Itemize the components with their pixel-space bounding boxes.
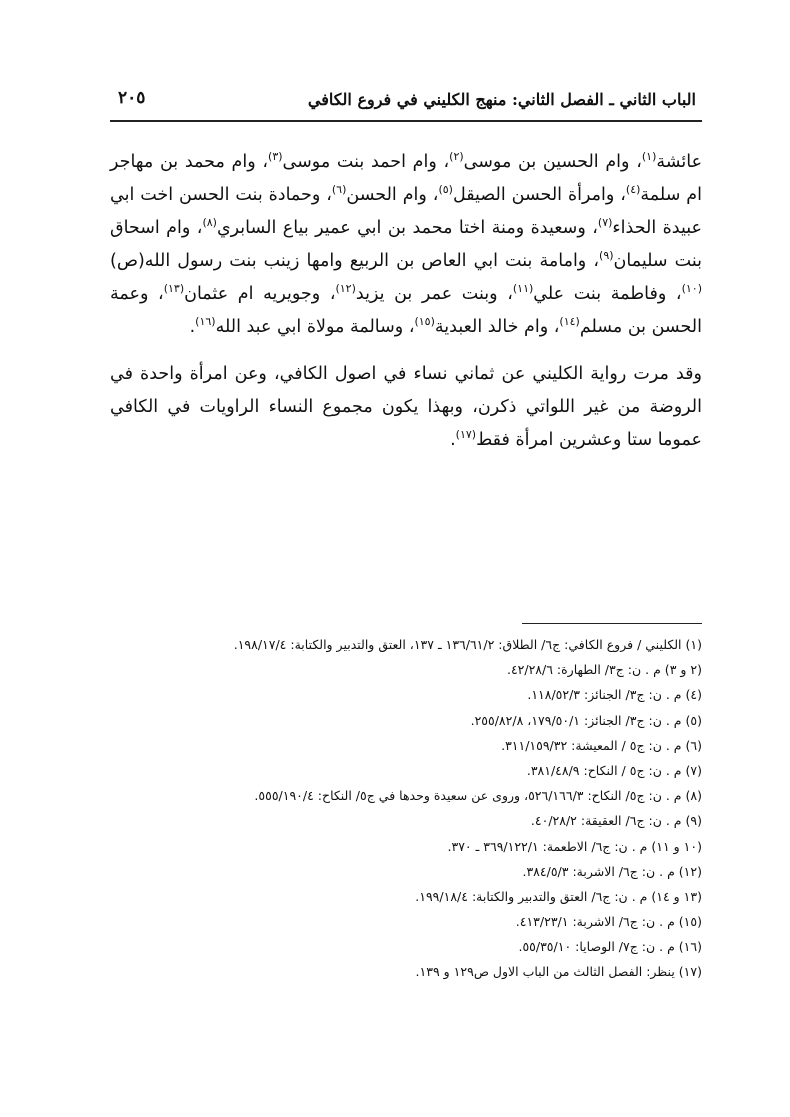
footnote: (١٢) م . ن: ج٦/ الاشربة: ٣٨٤/٥/٣. <box>522 863 702 879</box>
footnote-ref: (١٢) <box>335 282 356 296</box>
footnote: (٧) م . ن: ج٥ / النكاح: ٣٨١/٤٨/٩. <box>526 762 702 778</box>
text-run: ، وام الحسن <box>346 185 439 205</box>
text-run: ، وام اسحاق بنت سليمان <box>110 218 702 271</box>
footnote-ref: (١٣) <box>163 282 185 296</box>
footnote: (١٦) م . ن: ج٧/ الوصايا: ٥٥/٣٥/١٠. <box>518 939 702 955</box>
footnote: (٥) م . ن: ج٣/ الجنائز: ١٧٩/٥٠/١، ٢٥٥/٨٢/٨. <box>470 712 702 728</box>
footnote: (٢ و ٣) م . ن: ج٣/ الطهارة: ٤٢/٢٨/٦. <box>506 662 702 678</box>
footnote-ref: (١٠) <box>681 282 702 296</box>
text-run: عائشة <box>656 152 703 172</box>
footnote: (٦) م . ن: ج٥ / المعيشة: ٣١١/١٥٩/٣٢. <box>501 737 702 753</box>
footnote: (١٠ و ١١) م . ن: ج٦/ الاطعمة: ٣٦٩/١٢٢/١ ـ ٣٧٠. <box>447 838 702 854</box>
footnote: (١٧) ينظر: الفصل الثالث من الباب الاول ص١٢٩ و ١٣٩. <box>415 964 702 980</box>
page-header <box>110 80 702 122</box>
footnote-ref: (١) <box>641 150 657 164</box>
footnote-ref: (٩) <box>599 249 614 263</box>
text-run: ، وامرأة الحسن الصيقل <box>452 185 626 205</box>
footnote-ref: (١٤) <box>559 315 580 329</box>
footnote: (١٥) م . ن: ج٦/ الاشربة: ٤١٣/٢٣/١. <box>515 914 702 930</box>
footnotes <box>100 632 702 985</box>
footnote-ref: (٣) <box>268 150 283 164</box>
footnote-ref: (١٦) <box>195 315 216 329</box>
text-run: ، وام محمد بن مهاجر ام سلمة <box>110 152 702 205</box>
text-run: ، وامامة بنت ابي العاص بن الربيع وامها زينب بنت رسول الله(ص) <box>110 251 600 271</box>
footnote-ref: (٤) <box>625 183 641 197</box>
footnote-ref: (١٥) <box>414 315 435 329</box>
footnote-ref: (٦) <box>331 183 347 197</box>
footnote: (١) الكليني / فروع الكافي: ج٦/ الطلاق: ١٣٦/٦١/٢ ـ ١٣٧، العتق والتدبير والكتابة: ١٩٨/١٧/٤. <box>233 637 702 652</box>
footnote-ref: (٧) <box>597 216 613 230</box>
footnote: (١٣ و ١٤) م . ن: ج٦/ العتق والتدبير والكتابة: ١٩٩/١٨/٤. <box>415 888 702 904</box>
paragraph-1 <box>110 146 702 344</box>
main-text <box>110 146 702 457</box>
text-run: . <box>450 430 456 450</box>
text-run: ، وجويريه ام عثمان <box>184 284 336 304</box>
text-run: وقد مرت رواية الكليني عن ثماني نساء في اصول الكافي، وعن امرأة واحدة في الروضة من غير اللواتي ذكرن، وبهذا يكون مجموع النساء الراويات في الكافي عموما ستا وعشرين امرأة فقط <box>110 364 702 450</box>
text-run: ، وام خالد العبدية <box>434 317 560 337</box>
footnote-ref: (١١) <box>512 282 534 296</box>
text-run: . <box>189 317 196 337</box>
footnote: (٩) م . ن: ج٦/ العقيقة: ٤٠/٢٨/٢. <box>530 813 702 829</box>
text-run: ، وام الحسين بن موسى <box>463 152 642 172</box>
text-run: ، وفاطمة بنت علي <box>533 284 682 304</box>
text-run: ، وحمادة بنت الحسن اخت ابي عبيدة الحذاء <box>110 185 702 238</box>
text-run: ، وسالمة مولاة ابي عبد الله <box>215 317 415 337</box>
page-number: ٢٠٥ <box>118 88 146 108</box>
paragraph-2 <box>110 358 702 457</box>
footnote: (٤) م . ن: ج٣/ الجنائز: ١١٨/٥٢/٣. <box>527 687 702 703</box>
footnote-ref: (١٧) <box>455 428 477 442</box>
text-run: ، وام احمد بنت موسى <box>282 152 450 172</box>
footnote-ref: (٥) <box>438 183 453 197</box>
footnote-ref: (٨) <box>202 216 217 230</box>
footnote-ref: (٢) <box>449 150 464 164</box>
text-run: ، وبنت عمر بن يزيد <box>355 284 513 304</box>
footnote-separator <box>522 623 702 624</box>
text-run: ، وعمة الحسن بن مسلم <box>110 284 702 337</box>
footnote: (٨) م . ن: ج٥/ النكاح: ٥٢٦/١٦٦/٣، وروى عن سعيدة وحدها في ج٥/ النكاح: ٥٥٥/١٩٠/٤. <box>254 788 702 804</box>
text-run: ، وسعيدة ومنة اختا محمد بن ابي عمير بياع السابري <box>216 218 598 238</box>
running-title: الباب الثاني ـ الفصل الثاني: منهج الكليني في فروع الكافي <box>307 90 696 109</box>
